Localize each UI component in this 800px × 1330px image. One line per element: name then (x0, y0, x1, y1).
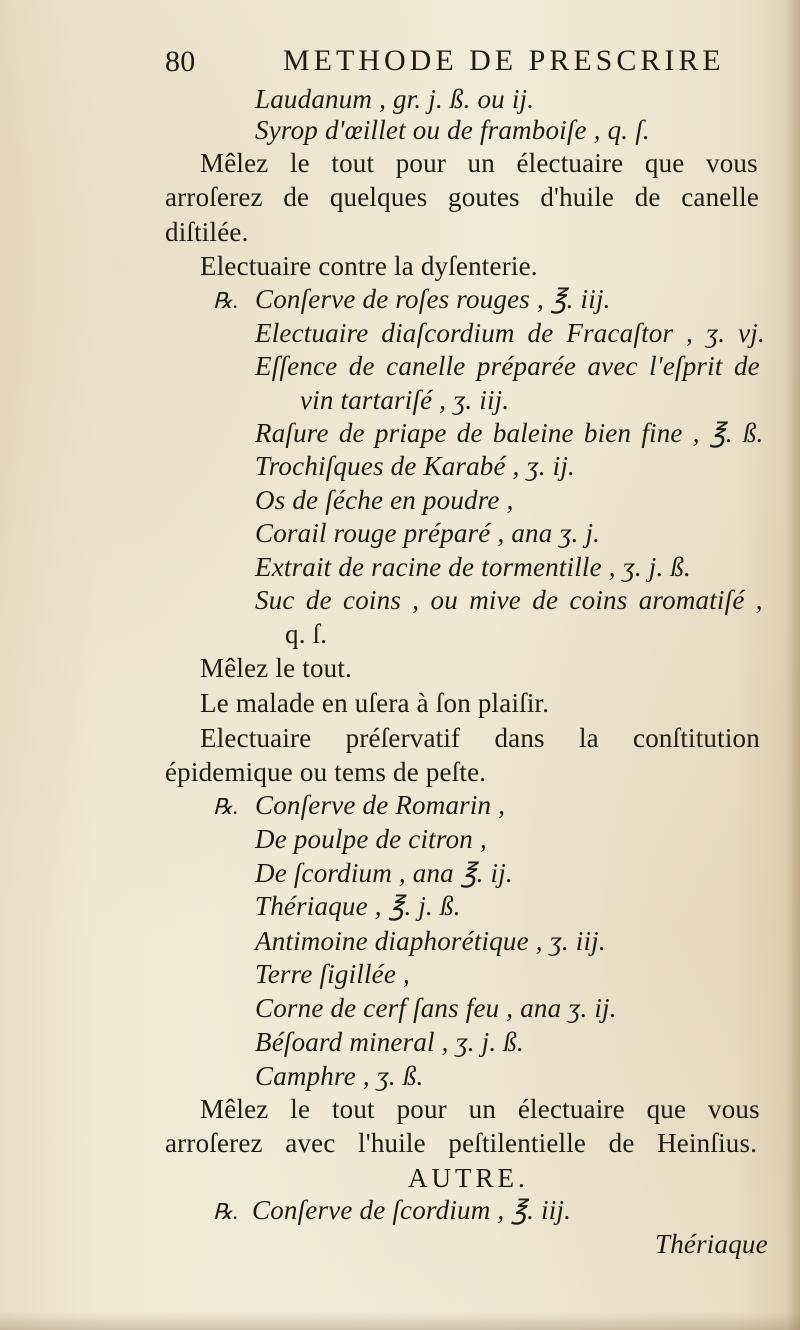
text-line: vin tartariſé , ʒ. iij. (300, 385, 510, 415)
running-head: METHODE DE PRESCRIRE (283, 44, 725, 77)
text-line: Laudanum , gr. j. ß. ou ij. (255, 84, 535, 114)
text-line: Mêlez le tout pour un électuaire que vous (200, 1094, 760, 1124)
text-line: De poulpe de citron , (255, 824, 487, 854)
text-line: Trochiſques de Karabé , ʒ. ij. (255, 451, 575, 481)
text-line: Thériaque (655, 1229, 768, 1259)
text-line: Conſerve de roſes rouges , ℥. iij. (255, 284, 611, 314)
text-line: Mêlez le tout pour un électuaire que vous (200, 148, 758, 178)
text-line: Syrop d'œillet ou de framboiſe , q. ſ. (255, 115, 650, 145)
recipe-mark: ℞. (213, 1199, 239, 1224)
text-line: Eſſence de canelle préparée avec l'eſprit de (255, 351, 760, 381)
text-line: Electuaire préſervatif dans la conſtitution (200, 723, 760, 753)
text-line: Antimoine diaphorétique , ʒ. iij. (255, 926, 606, 956)
text-line: épidemique ou tems de peſte. (165, 757, 487, 787)
text-line: Conſerve de Romarin , (255, 790, 506, 820)
text-line: Extrait de racine de tormentille , ʒ. j. ß. (255, 552, 691, 582)
text-line: Thériaque , ℥. j. ß. (255, 891, 461, 921)
text-line: Conſerve de ſcordium , ℥. iij. (252, 1195, 572, 1225)
text-line: Suc de coins , ou mive de coins aromatiſé , (255, 585, 763, 615)
page-number: 80 (165, 45, 196, 78)
text-line: arroſerez avec l'huile peſtilentielle de Heinſius. (165, 1128, 758, 1158)
text-line: Electuaire contre la dyſenterie. (200, 251, 538, 281)
text-line: Le malade en uſera à ſon plaiſir. (200, 688, 550, 718)
page-edge-shadow (786, 0, 800, 1330)
text-line: Corne de cerf ſans feu , ana ʒ. ij. (255, 993, 617, 1023)
text-line: De ſcordium , ana ℥. ij. (255, 858, 513, 888)
text-line: Electuaire diaſcordium de Fracaſtor , ʒ. vj. (255, 318, 765, 348)
text-line: q. ſ. (285, 619, 328, 649)
text-line: diſtilée. (165, 217, 249, 247)
text-line: Mêlez le tout. (200, 653, 352, 683)
text-line: Os de ſéche en poudre , (255, 485, 514, 515)
recipe-mark: ℞. (213, 794, 239, 819)
text-line: Camphre , ʒ. ß. (255, 1061, 424, 1091)
text-line: Raſure de priape de baleine bien fine , ℥. ß. (255, 418, 764, 448)
text-line: Terre ſigillée , (255, 959, 410, 989)
recipe-mark: ℞. (213, 288, 239, 313)
text-line: Corail rouge préparé , ana ʒ. j. (255, 518, 601, 548)
text-line: Béſoard mineral , ʒ. j. ß. (255, 1027, 524, 1057)
page-bottom-shadow (0, 1312, 800, 1330)
text-line: arroſerez de quelques goutes d'huile de canelle (165, 182, 760, 212)
text-line: AUTRE. (408, 1163, 529, 1193)
